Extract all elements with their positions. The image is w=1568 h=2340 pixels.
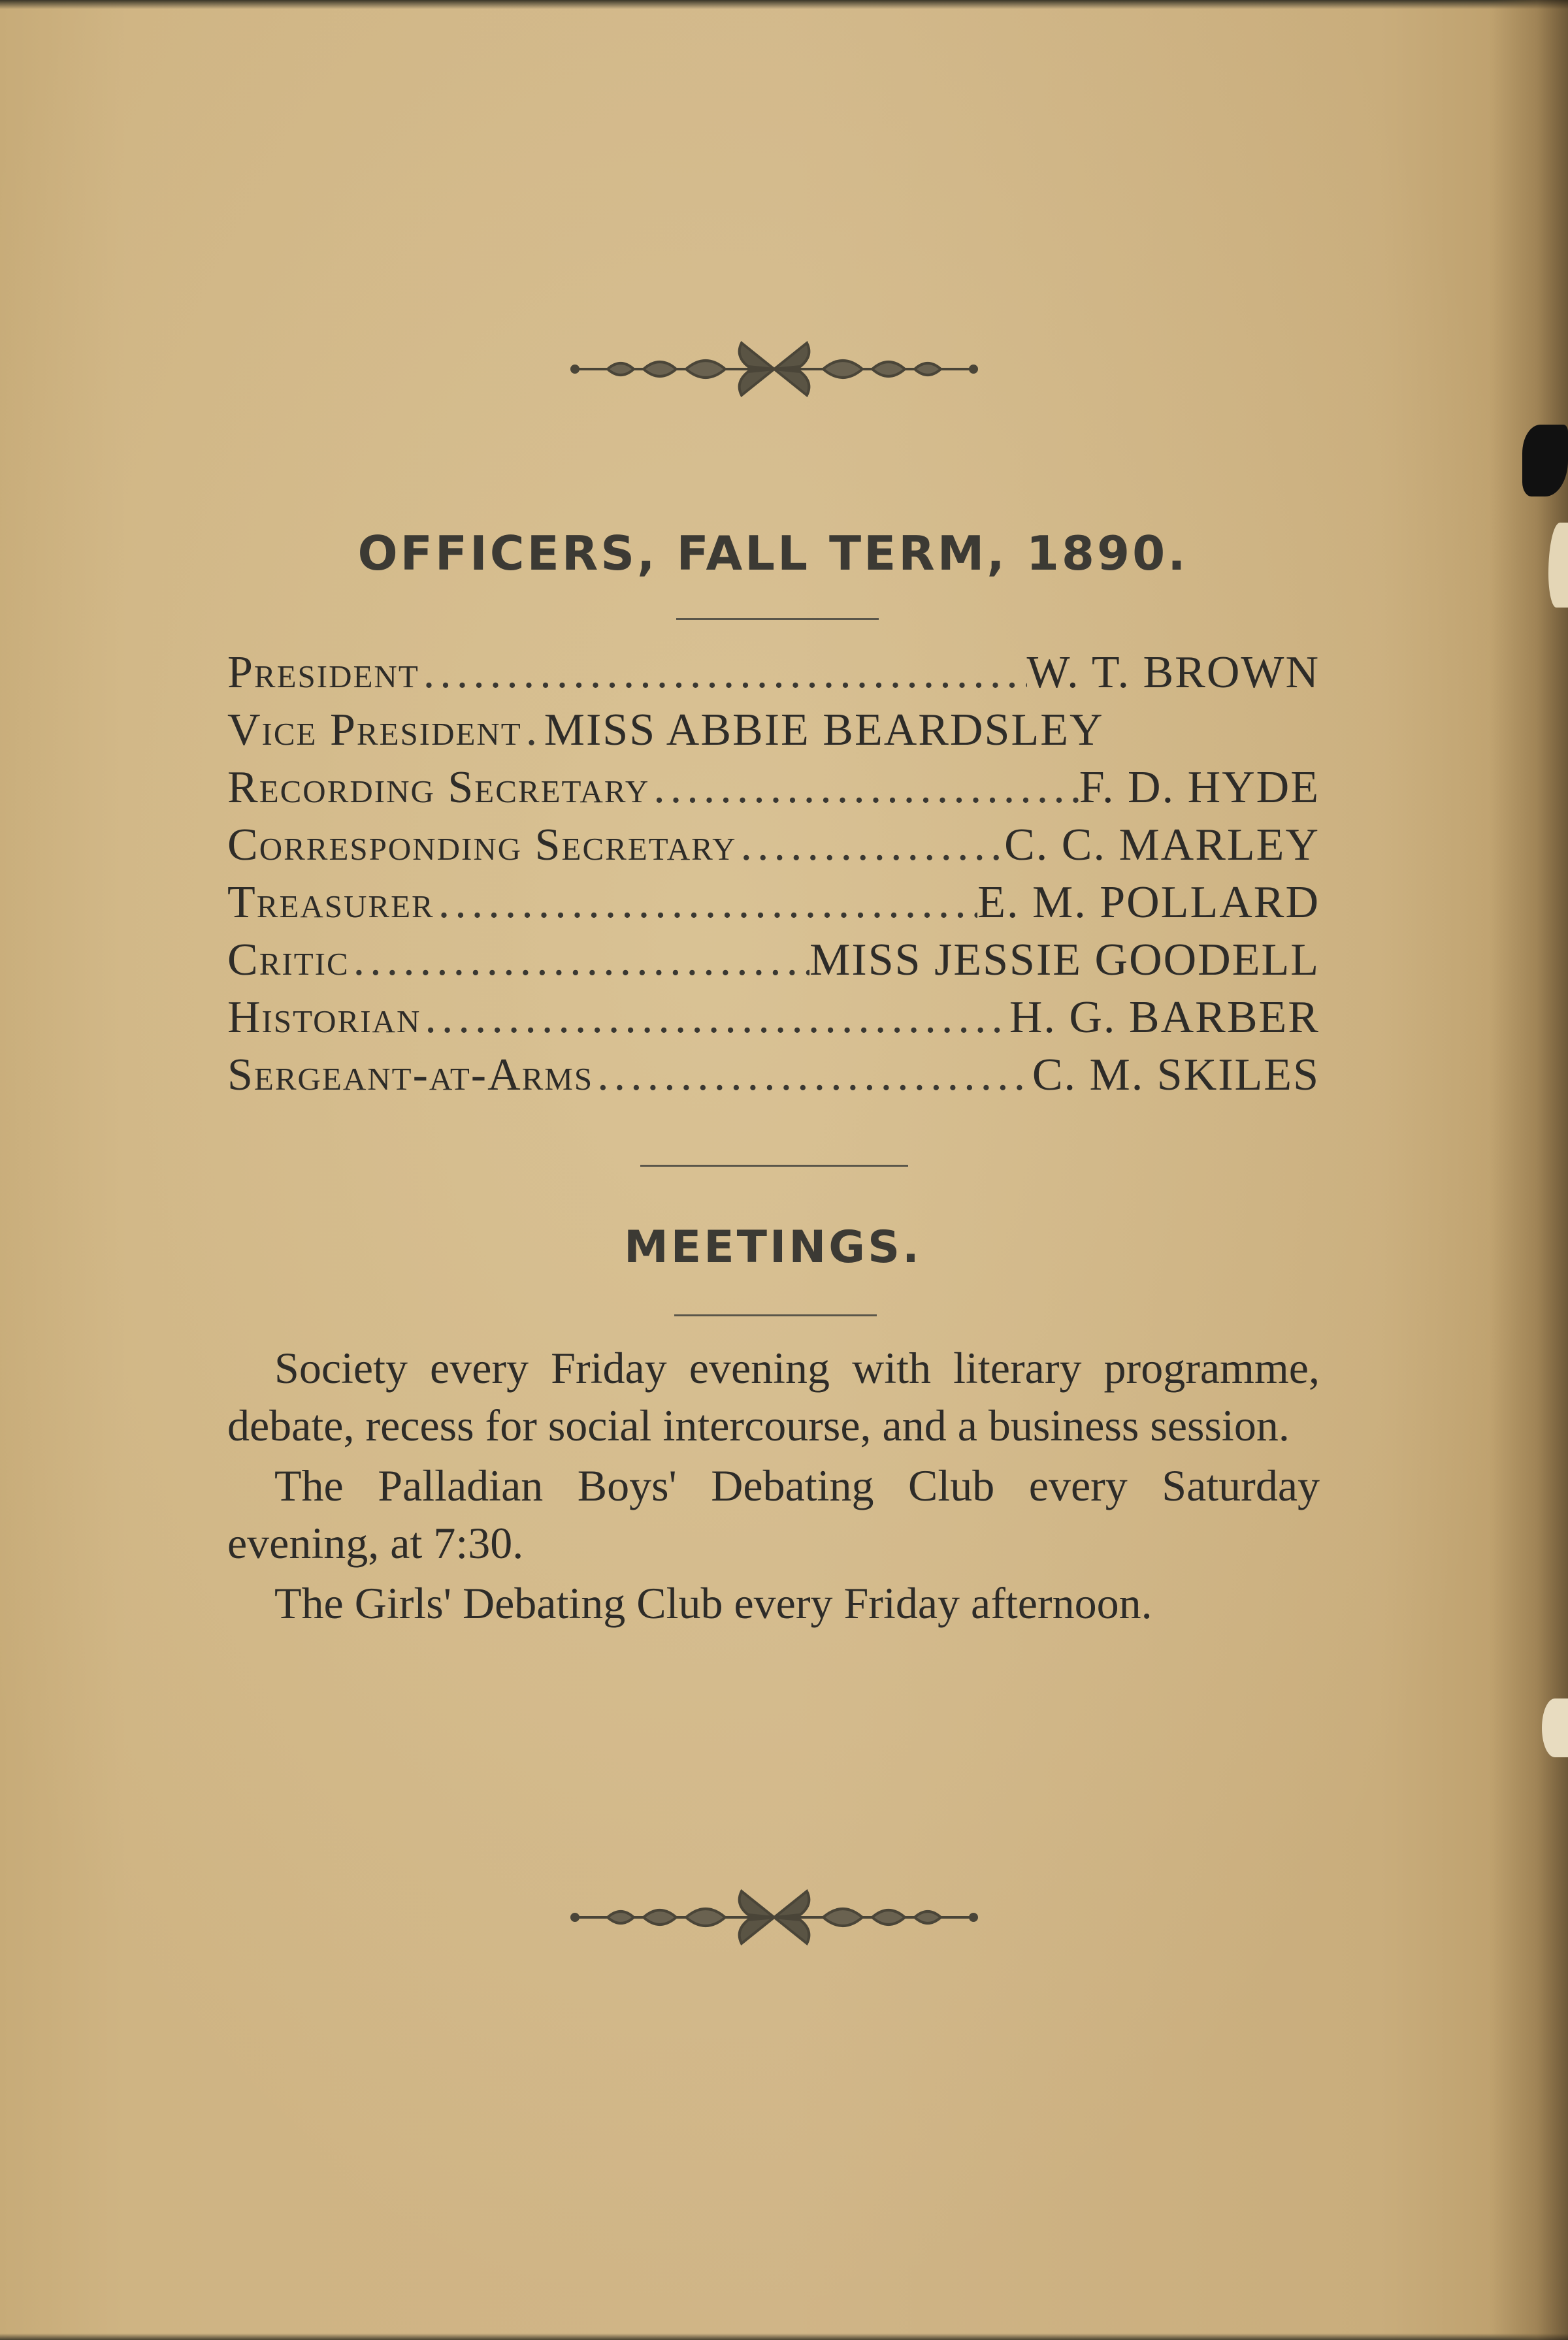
dot-leader (649, 762, 1079, 814)
officer-row-recording-secretary (227, 762, 1320, 819)
officer-row-president (227, 647, 1320, 704)
dot-leader (350, 934, 810, 986)
dot-leader (434, 877, 978, 929)
paper-tear (1522, 425, 1568, 496)
office-title: Historian (227, 992, 421, 1043)
office-title: Critic (227, 935, 350, 985)
dot-leader (737, 819, 1005, 871)
divider-rule (674, 1314, 877, 1316)
meetings-paragraph: Society every Friday evening with literary programme, debate, recess for social intercourse, and a business session. (227, 1343, 1320, 1450)
office-title: Vice President (227, 705, 522, 755)
leaf-ornament-icon (568, 1881, 980, 1953)
office-holder: F. D. HYDE (1079, 762, 1320, 813)
office-title: Treasurer (227, 877, 434, 928)
meetings-heading: MEETINGS. (624, 1222, 922, 1273)
dot-leader (593, 1049, 1032, 1101)
office-holder: C. C. MARLEY (1004, 820, 1320, 870)
office-title: President (227, 647, 419, 698)
officer-row-treasurer (227, 877, 1320, 934)
officer-row-sergeant-at-arms (227, 1049, 1320, 1107)
dot-leader (419, 647, 1027, 699)
page-top-edge (0, 0, 1568, 9)
officers-heading: OFFICERS, FALL TERM, 1890. (357, 526, 1188, 581)
dot-leader (522, 704, 544, 756)
page-bottom-edge (0, 2333, 1568, 2340)
divider-rule (676, 618, 879, 620)
meetings-text (227, 1339, 1320, 1634)
divider-rule (640, 1165, 908, 1167)
office-holder: H. G. BARBER (1009, 992, 1320, 1043)
office-holder: E. M. POLLARD (977, 877, 1320, 928)
office-title: Recording Secretary (227, 762, 650, 813)
officer-row-critic (227, 934, 1320, 992)
office-holder: W. T. BROWN (1026, 647, 1320, 698)
office-holder: C. M. SKILES (1032, 1050, 1320, 1100)
office-holder: MISS ABBIE BEARDSLEY (544, 705, 1104, 755)
office-title: Sergeant-at-Arms (227, 1050, 594, 1100)
dot-leader (421, 992, 1009, 1044)
officer-row-vice-president (227, 704, 1320, 762)
officer-row-historian (227, 992, 1320, 1049)
officers-list (227, 647, 1320, 1107)
office-title: Corresponding Secretary (227, 820, 737, 870)
meetings-paragraph: The Girls' Debating Club every Friday afternoon. (274, 1578, 1152, 1628)
office-holder: MISS JESSIE GOODELL (809, 935, 1320, 985)
spine-shadow (1490, 0, 1568, 2340)
paper-tear (1542, 1698, 1568, 1757)
leaf-ornament-icon (568, 333, 980, 405)
meetings-paragraph: The Palladian Boys' Debating Club every Saturday evening, at 7:30. (227, 1461, 1320, 1568)
officer-row-corresponding-secretary (227, 819, 1320, 877)
